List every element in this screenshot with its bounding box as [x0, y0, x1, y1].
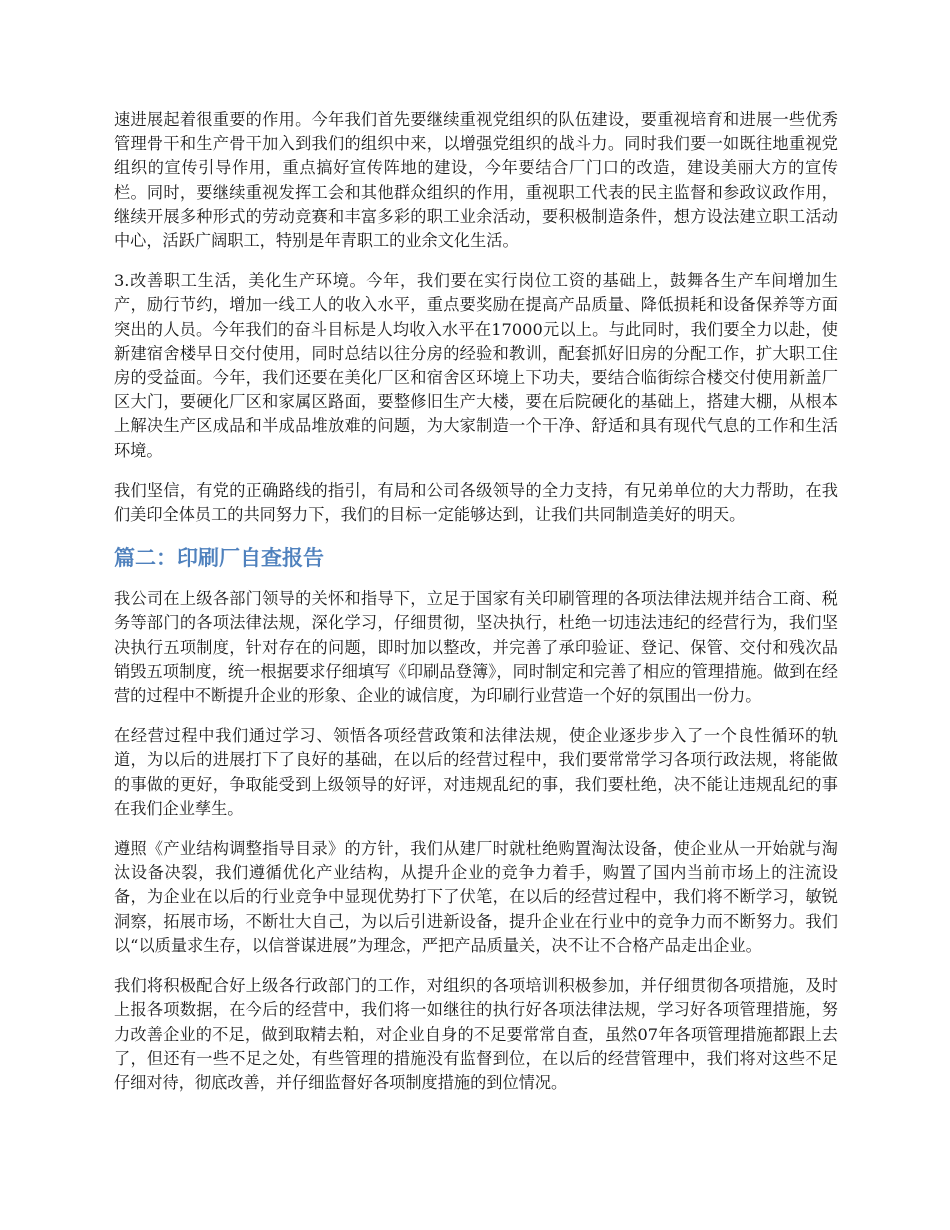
paragraph-cooperation: 我们将积极配合好上级各行政部门的工作，对组织的各项培训积极参加，并仔细贯彻各项措施，及时上报各项数据，在今后的经营中，我们将一如继往的执行好各项法律法规，学习好各项管理措施，努力改善企业的不足，做到取精去粕，对企业自身的不足要常常自查，虽然07年各项管理措施都跟上去了，但还有一些不足之处，有些管理的措施没有监督到位，在以后的经营管理中，我们将对这些不足仔细对待，彻底改善，并仔细监督好各项制度措施的到位情况。 [114, 976, 838, 1092]
section-heading: 篇二：印刷厂自查报告 [114, 546, 324, 571]
paragraph-equipment: 遵照《产业结构调整指导目录》的方针，我们从建厂时就杜绝购置淘汰设备，使企业从一开始就与淘汰设备决裂，我们遵循优化产业结构，从提升企业的竞争力着手，购置了国内当前市场上的注流设备，为企业在以后的行业竞争中显现优势打下了伏笔，在以后的经营过程中，我们将不断学习，敏锐洞察，拓展市场，不断壮大自己，为以后引进新设备，提升企业在行业中的竞争力而不断努力。我们以“以质量求生存，以信誉谋进展”为理念，严把产品质量关，决不让不合格产品走出企业。 [114, 839, 838, 955]
paragraph-improve-life: 3.改善职工生活，美化生产环境。今年，我们要在实行岗位工资的基础上，鼓舞各生产车间增加生产，励行节约，增加一线工人的收入水平，重点要奖励在提高产品质量、降低损耗和设备保养等方面突出的人员。今年我们的奋斗目标是人均收入水平在17000元以上。与此同时，我们要全力以赴，使新建宿舍楼早日交付使用，同时总结以往分房的经验和教训，配套抓好旧房的分配工作，扩大职工住房的受益面。今年，我们还要在美化厂区和宿舍区环境上下功夫，要结合临街综合楼交付使用新盖厂区大门，要硬化厂区和家属区路面，要整修旧生产大楼，要在后院硬化的基础上，搭建大棚，从根本上解决生产区成品和半成品堆放难的问题，为大家制造一个干净、舒适和具有现代气息的工作和生活环境。 [114, 271, 838, 460]
paragraph-party-building: 速进展起着很重要的作用。今年我们首先要继续重视党组织的队伍建设，要重视培育和进展一些优秀管理骨干和生产骨干加入到我们的组织中来，以增强党组织的战斗力。同时我们要一如既往地重视党组织的宣传引导作用，重点搞好宣传阵地的建设，今年要结合厂门口的改造，建设美丽大方的宣传栏。同时，要继续重视发挥工会和其他群众组织的作用，重视职工代表的民主监督和参政议政作用，继续开展多种形式的劳动竞赛和丰富多彩的职工业余活动，要积极制造条件，想方设法建立职工活动中心，活跃广阔职工，特别是年青职工的业余文化生活。 [114, 110, 838, 251]
paragraph-self-check-intro: 我公司在上级各部门领导的关怀和指导下，立足于国家有关印刷管理的各项法律法规并结合工商、税务等部门的各项法律法规，深化学习，仔细贯彻，坚决执行，杜绝一切违法违纪的经营行为，我们坚决执行五项制度，针对存在的问题，即时加以整改，并完善了承印验证、登记、保管、交付和残次品销毁五项制度，统一根据要求仔细填写《印刷品登簿》，同时制定和完善了相应的管理措施。做到在经营的过程中不断提升企业的形象、企业的诚信度，为印刷行业营造一个好的氛围出一份力。 [114, 589, 838, 706]
paragraph-conclusion: 我们坚信，有党的正确路线的指引，有局和公司各级领导的全力支持，有兄弟单位的大力帮助，在我们美印全体员工的共同努力下，我们的目标一定能够达到，让我们共同制造美好的明天。 [114, 480, 838, 525]
document-page [114, 108, 838, 1111]
paragraph-learning-policies: 在经营过程中我们通过学习、领悟各项经营政策和法律法规，使企业逐步步入了一个良性循环的轨道，为以后的进展打下了良好的基础，在以后的经营过程中，我们要常常学习各项行政法规，将能做的事做的更好，争取能受到上级领导的好评，对违规乱纪的事，我们要杜绝，决不能让违规乱纪的事在我们企业孳生。 [114, 726, 838, 818]
